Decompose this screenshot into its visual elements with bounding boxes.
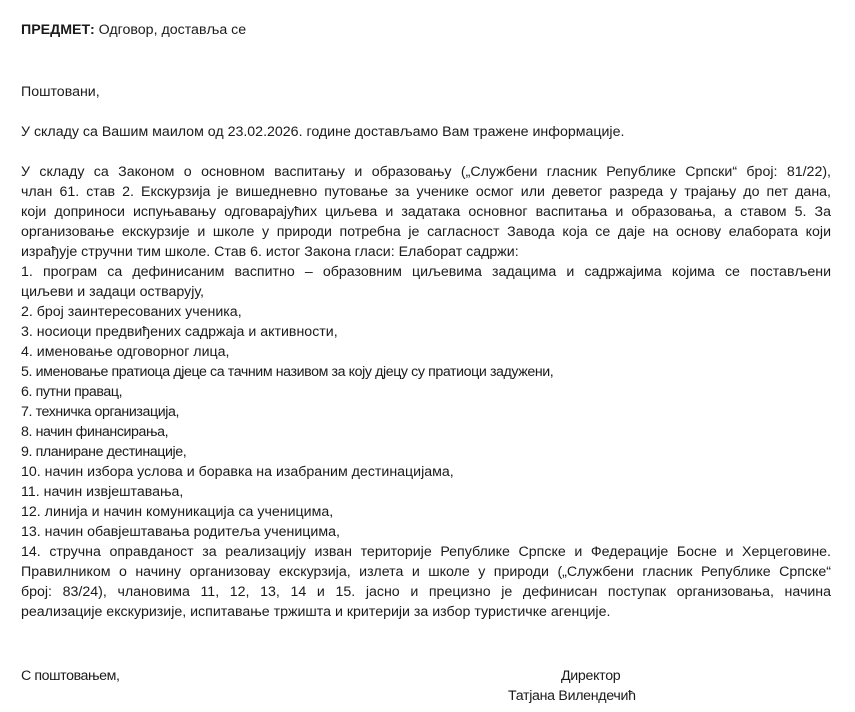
subject-text: Одговор, доставља се <box>94 22 247 38</box>
body-line: члан 61. став 2. Екскурзија је вишедневно путовање за ученике осмог или деветог разреда у трајању до пет дана, <box>21 184 831 200</box>
list-item: 11. начин извјештавања, <box>21 484 184 500</box>
intro-paragraph: У складу са Вашим маилом од 23.02.2026. године достављамо Вам тражене информације. <box>21 124 625 140</box>
signature-name: Татјана Вилендечић <box>508 688 636 704</box>
list-item: 1. програм са дефинисаним васпитно – образовним циљевима задацима и садржајима којима се постављени <box>21 264 831 280</box>
list-item: 4. именовање одговорног лица, <box>21 344 230 360</box>
list-item: 8. начин финансирања, <box>21 424 169 440</box>
subject-line <box>21 20 246 40</box>
body-line: У складу са Законом о основном васпитању и образовању („Службени гласник Републике Српски“ број: 81/22), <box>21 164 831 180</box>
subject-label: ПРЕДМЕТ: <box>21 22 95 38</box>
body-line: који доприноси испуњавању одговарајућих циљева и задатака основног васпитања и образовања, а ставом 5. За <box>21 204 831 220</box>
list-item: 12. линија и начин комуникација са ученицима, <box>21 504 334 520</box>
greeting: Поштовани, <box>21 84 100 100</box>
list-item: 7. техничка организација, <box>21 404 180 420</box>
list-item: 3. носиоци предвиђених садржаја и активности, <box>21 324 338 340</box>
signature-title: Директор <box>561 668 621 684</box>
body-line: израђује стручни тим школе. Став 6. истог Закона гласи: Елаборат садржи: <box>21 244 519 260</box>
list-item: 14. стручна оправданост за реализацију изван територије Републике Српске и Федерације Босне и Херцеговине. <box>21 544 831 560</box>
list-item: циљеви и задаци остварују, <box>21 284 204 300</box>
list-item: 5. именовање пратиоца дјеце са тачним називом за коју дјецу су пратиоци задужени, <box>21 364 554 380</box>
body-line: организовање екскурзије и школе у природи потребна је сагласност Завода која се даје на основу елабората који <box>21 224 831 240</box>
regulation-line: реализације екскуризије, испитавање тржишта и критерији за избор туристичке агенције. <box>21 604 611 620</box>
regulation-line: број: 83/24), члановима 11, 12, 13, 14 и 15. јасно и прецизно је дефинисан поступак организовања, начина <box>21 584 831 600</box>
list-item: 6. путни правац, <box>21 384 123 400</box>
list-item: 2. број заинтересованих ученика, <box>21 304 242 320</box>
list-item: 10. начин избора услова и боравка на изабраним дестинацијама, <box>21 464 454 480</box>
list-item: 13. начин обавјештавања родитеља ученицима, <box>21 524 340 540</box>
regulation-line: Правилником о начину организоваy екскурзија, излета и школе у природи („Службени гласник Републике Српске“ <box>21 564 831 580</box>
signoff: С поштовањем, <box>21 668 120 684</box>
list-item: 9. планиране дестинације, <box>21 444 187 460</box>
